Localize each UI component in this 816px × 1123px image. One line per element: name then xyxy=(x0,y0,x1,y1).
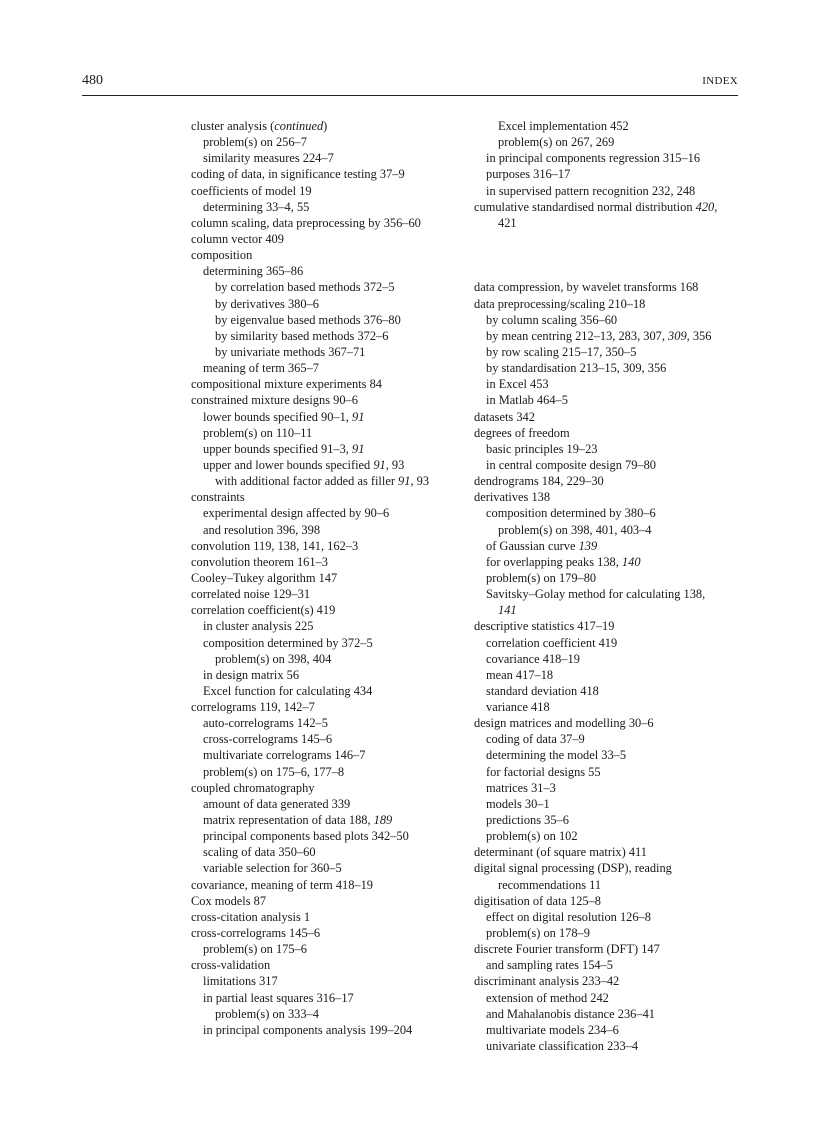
entry-text: and sampling rates 154–5 xyxy=(486,958,613,973)
entry-text: recommendations 11 xyxy=(498,877,602,892)
entry-text: composition determined by 380–6 xyxy=(486,506,656,521)
entry-text: Cooley–Tukey algorithm 147 xyxy=(191,570,338,585)
italic-page-ref: 91 xyxy=(352,409,365,424)
index-subentry xyxy=(474,731,764,747)
entry-text: variable selection for 360–5 xyxy=(203,861,342,876)
page-header xyxy=(82,73,738,95)
entry-text: with additional factor added as filler xyxy=(215,474,399,489)
index-subentry xyxy=(474,183,764,199)
entry-text: , xyxy=(714,199,718,214)
index-subentry xyxy=(191,263,481,279)
header-rule xyxy=(82,95,738,96)
entry-text: cross-validation xyxy=(191,958,271,973)
entry-text: design matrices and modelling 30–6 xyxy=(474,716,654,731)
entry-text: upper bounds specified 91–3, xyxy=(203,441,353,456)
entry-text: correlograms 119, 142–7 xyxy=(191,700,315,715)
italic-page-ref: continued xyxy=(274,119,324,133)
index-subentry xyxy=(191,990,481,1006)
index-subentry xyxy=(474,1022,764,1038)
entry-text: data compression, by wavelet transforms 168 xyxy=(474,280,699,295)
index-subentry xyxy=(191,505,481,521)
index-entry xyxy=(191,247,481,263)
entry-text: univariate classification 233–4 xyxy=(486,1039,639,1054)
entry-text: in Matlab 464–5 xyxy=(486,393,568,408)
index-entry xyxy=(191,909,481,925)
entry-text: auto-correlograms 142–5 xyxy=(203,716,328,731)
index-entry xyxy=(191,893,481,909)
entry-text: determining 33–4, 55 xyxy=(203,199,310,214)
entry-text: problem(s) on 398, 404 xyxy=(215,651,332,666)
index-entry xyxy=(191,570,481,586)
entry-text: problem(s) on 102 xyxy=(486,829,578,844)
entry-text: experimental design affected by 90–6 xyxy=(203,506,390,521)
index-subentry xyxy=(474,635,764,651)
entry-text: datasets 342 xyxy=(474,409,535,424)
index-entry xyxy=(191,957,481,973)
index-entry xyxy=(191,602,481,618)
entry-text: principal components based plots 342–50 xyxy=(203,829,409,844)
page-number: 480 xyxy=(82,73,103,88)
index-subentry xyxy=(474,586,764,602)
index-subentry xyxy=(474,1006,764,1022)
index-subentry xyxy=(191,651,481,667)
index-subentry xyxy=(191,150,481,166)
index-subentry xyxy=(474,1038,764,1054)
entry-text: degrees of freedom xyxy=(474,425,570,440)
index-entry xyxy=(474,296,764,312)
index-subentry xyxy=(474,441,764,457)
index-entry xyxy=(191,166,481,182)
index-subentry xyxy=(191,1006,481,1022)
entry-text: cumulative standardised normal distribution xyxy=(474,199,696,214)
entry-text: in principal components regression 315–16 xyxy=(486,151,701,166)
index-subentry xyxy=(474,215,764,231)
entry-text: limitations 317 xyxy=(203,974,278,989)
entry-text: covariance, meaning of term 418–19 xyxy=(191,877,374,892)
entry-text: similarity measures 224–7 xyxy=(203,151,334,166)
index-entry xyxy=(474,199,764,215)
entry-text: determining 365–86 xyxy=(203,264,304,279)
index-subentry xyxy=(191,844,481,860)
entry-text: convolution theorem 161–3 xyxy=(191,554,328,569)
entry-text: in supervised pattern recognition 232, 248 xyxy=(486,183,696,198)
entry-text: composition xyxy=(191,248,253,263)
entry-text: column vector 409 xyxy=(191,231,284,246)
index-subentry xyxy=(191,683,481,699)
entry-text: ) xyxy=(323,119,328,133)
entry-text: by standardisation 213–15, 309, 356 xyxy=(486,361,667,376)
index-subentry xyxy=(191,328,481,344)
index-subentry xyxy=(474,812,764,828)
entry-text: cross-correlograms 145–6 xyxy=(191,926,321,941)
italic-page-ref: 139 xyxy=(578,538,598,553)
index-entry xyxy=(474,279,764,295)
italic-page-ref: 91 xyxy=(398,474,411,489)
index-subentry xyxy=(474,522,764,538)
index-subentry xyxy=(191,473,481,489)
entry-text: problem(s) on 175–6 xyxy=(203,942,307,957)
index-subentry xyxy=(474,538,764,554)
entry-text: problem(s) on 398, 401, 403–4 xyxy=(498,522,652,537)
entry-text: by correlation based methods 372–5 xyxy=(215,280,395,295)
index-subentry xyxy=(474,554,764,570)
entry-text: data preprocessing/scaling 210–18 xyxy=(474,296,646,311)
index-subentry xyxy=(474,392,764,408)
italic-page-ref: 189 xyxy=(373,813,393,828)
index-subentry xyxy=(191,409,481,425)
index-subentry xyxy=(474,925,764,941)
index-subentry xyxy=(191,941,481,957)
index-subentry xyxy=(474,764,764,780)
entry-text: correlation coefficient(s) 419 xyxy=(191,603,336,618)
entry-text: and Mahalanobis distance 236–41 xyxy=(486,1006,655,1021)
entry-text: coding of data 37–9 xyxy=(486,732,585,747)
italic-page-ref: 420 xyxy=(695,199,715,214)
entry-text: derivatives 138 xyxy=(474,490,551,505)
entry-text: scaling of data 350–60 xyxy=(203,845,316,860)
index-subentry xyxy=(191,344,481,360)
entry-text: predictions 35–6 xyxy=(486,813,569,828)
entry-text: purposes 316–17 xyxy=(486,167,571,182)
index-subentry xyxy=(191,134,481,150)
index-entry xyxy=(474,973,764,989)
index-subentry xyxy=(191,457,481,473)
index-column-right xyxy=(474,118,764,1054)
index-subentry xyxy=(474,747,764,763)
entry-text: problem(s) on 179–80 xyxy=(486,570,597,585)
entry-text: problem(s) on 333–4 xyxy=(215,1006,319,1021)
index-subentry xyxy=(474,150,764,166)
entry-text: multivariate models 234–6 xyxy=(486,1022,619,1037)
index-subentry xyxy=(191,635,481,651)
entry-text: , 93 xyxy=(385,457,405,472)
index-entry xyxy=(474,409,764,425)
index-entry xyxy=(474,941,764,957)
index-entry xyxy=(474,489,764,505)
index-subentry xyxy=(474,602,764,618)
entry-text: in principal components analysis 199–204 xyxy=(203,1022,413,1037)
index-subentry xyxy=(191,667,481,683)
entry-text: convolution 119, 138, 141, 162–3 xyxy=(191,538,359,553)
entry-text: amount of data generated 339 xyxy=(203,796,351,811)
index-subentry xyxy=(474,667,764,683)
index-subentry xyxy=(474,376,764,392)
entry-text: by eigenvalue based methods 376–80 xyxy=(215,312,401,327)
entry-text: for overlapping peaks 138, xyxy=(486,554,622,569)
index-subentry xyxy=(474,328,764,344)
entry-text: cluster analysis ( xyxy=(191,119,275,133)
entry-text: digital signal processing (DSP), reading xyxy=(474,861,672,876)
index-subentry xyxy=(474,990,764,1006)
entry-text: of Gaussian curve xyxy=(486,538,579,553)
entry-text: matrix representation of data 188, xyxy=(203,813,374,828)
entry-text: 421 xyxy=(498,215,517,230)
entry-text: in cluster analysis 225 xyxy=(203,619,314,634)
entry-text: multivariate correlograms 146–7 xyxy=(203,748,366,763)
entry-text: problem(s) on 175–6, 177–8 xyxy=(203,764,345,779)
index-entry xyxy=(191,231,481,247)
index-entry xyxy=(474,844,764,860)
entry-text: meaning of term 365–7 xyxy=(203,361,319,376)
entry-text: by row scaling 215–17, 350–5 xyxy=(486,344,637,359)
entry-text: by column scaling 356–60 xyxy=(486,312,618,327)
entry-text: discrete Fourier transform (DFT) 147 xyxy=(474,942,660,957)
index-entry xyxy=(474,473,764,489)
index-subentry xyxy=(474,909,764,925)
entry-text: coupled chromatography xyxy=(191,780,315,795)
index-subentry xyxy=(474,651,764,667)
index-entry xyxy=(474,715,764,731)
index-subentry xyxy=(191,360,481,376)
entry-text: descriptive statistics 417–19 xyxy=(474,619,615,634)
entry-text: problem(s) on 256–7 xyxy=(203,135,307,150)
index-subentry xyxy=(191,731,481,747)
index-entry xyxy=(191,376,481,392)
index-subentry xyxy=(191,522,481,538)
entry-text: standard deviation 418 xyxy=(486,683,599,698)
entry-text: constraints xyxy=(191,490,245,505)
entry-text: covariance 418–19 xyxy=(486,651,580,666)
index-subentry xyxy=(474,360,764,376)
entry-text: constrained mixture designs 90–6 xyxy=(191,393,358,408)
index-entry xyxy=(191,586,481,602)
index-subentry xyxy=(191,425,481,441)
entry-text: cross-citation analysis 1 xyxy=(191,909,311,924)
index-subentry xyxy=(191,1022,481,1038)
index-entry xyxy=(191,780,481,796)
index-subentry xyxy=(474,134,764,150)
index-subentry xyxy=(474,505,764,521)
index-entry xyxy=(474,425,764,441)
entry-text: dendrograms 184, 229–30 xyxy=(474,474,604,489)
entry-text: problem(s) on 178–9 xyxy=(486,926,590,941)
index-subentry xyxy=(474,699,764,715)
index-subentry xyxy=(191,296,481,312)
index-entry xyxy=(191,538,481,554)
index-spacer xyxy=(474,247,764,263)
index-subentry xyxy=(474,683,764,699)
index-subentry xyxy=(191,441,481,457)
entry-text: for factorial designs 55 xyxy=(486,764,601,779)
index-subentry xyxy=(191,796,481,812)
index-subentry xyxy=(191,715,481,731)
index-subentry xyxy=(191,279,481,295)
entry-text: variance 418 xyxy=(486,700,550,715)
entry-text: models 30–1 xyxy=(486,796,550,811)
index-subentry xyxy=(191,828,481,844)
italic-page-ref: 91 xyxy=(352,441,365,456)
entry-text: problem(s) on 110–11 xyxy=(203,425,313,440)
index-subentry xyxy=(474,828,764,844)
entry-text: problem(s) on 267, 269 xyxy=(498,135,615,150)
entry-text: Excel implementation 452 xyxy=(498,119,629,133)
entry-text: upper and lower bounds specified xyxy=(203,457,374,472)
index-spacer xyxy=(474,263,764,279)
entry-text: matrices 31–3 xyxy=(486,780,556,795)
index-subentry xyxy=(474,570,764,586)
index-column-left xyxy=(191,118,481,1038)
entry-text: coding of data, in significance testing 37–9 xyxy=(191,167,405,182)
index-entry xyxy=(191,699,481,715)
index-entry xyxy=(191,489,481,505)
index-entry xyxy=(191,877,481,893)
entry-text: extension of method 242 xyxy=(486,990,609,1005)
index-subentry xyxy=(191,747,481,763)
index-spacer xyxy=(474,231,764,247)
index-subentry xyxy=(474,166,764,182)
index-entry xyxy=(191,925,481,941)
entry-text: correlation coefficient 419 xyxy=(486,635,618,650)
entry-text: in central composite design 79–80 xyxy=(486,457,656,472)
index-subentry xyxy=(474,312,764,328)
index-entry xyxy=(191,118,481,134)
italic-page-ref: 141 xyxy=(498,603,517,618)
entry-text: coefficients of model 19 xyxy=(191,183,312,198)
index-subentry xyxy=(191,618,481,634)
italic-page-ref: 91 xyxy=(373,457,386,472)
entry-text: in design matrix 56 xyxy=(203,667,300,682)
index-subentry xyxy=(191,860,481,876)
entry-text: in Excel 453 xyxy=(486,377,549,392)
index-subentry xyxy=(474,344,764,360)
entry-text: column scaling, data preprocessing by 356–60 xyxy=(191,215,421,230)
entry-text: compositional mixture experiments 84 xyxy=(191,377,382,392)
entry-text: basic principles 19–23 xyxy=(486,441,598,456)
entry-text: discriminant analysis 233–42 xyxy=(474,974,620,989)
index-subentry xyxy=(191,764,481,780)
index-subentry xyxy=(474,957,764,973)
index-entry xyxy=(474,618,764,634)
index-entry xyxy=(474,893,764,909)
index-entry xyxy=(191,554,481,570)
entry-text: Excel function for calculating 434 xyxy=(203,683,373,698)
index-subentry xyxy=(474,780,764,796)
index-entry xyxy=(191,215,481,231)
index-entry xyxy=(191,183,481,199)
entry-text: mean 417–18 xyxy=(486,667,554,682)
index-entry xyxy=(474,860,764,876)
italic-page-ref: 309 xyxy=(668,328,687,343)
index-subentry xyxy=(474,457,764,473)
entry-text: by derivatives 380–6 xyxy=(215,296,319,311)
index-subentry xyxy=(474,796,764,812)
index-subentry xyxy=(474,118,764,134)
entry-text: , 356 xyxy=(686,328,712,343)
entry-text: lower bounds specified 90–1, xyxy=(203,409,353,424)
entry-text: determinant (of square matrix) 411 xyxy=(474,845,647,860)
running-head: INDEX xyxy=(702,75,738,87)
index-subentry xyxy=(191,312,481,328)
index-entry xyxy=(191,392,481,408)
index-subentry xyxy=(474,877,764,893)
entry-text: by mean centring 212–13, 283, 307, xyxy=(486,328,669,343)
index-subentry xyxy=(191,812,481,828)
entry-text: and resolution 396, 398 xyxy=(203,522,321,537)
index-subentry xyxy=(191,973,481,989)
entry-text: composition determined by 372–5 xyxy=(203,635,373,650)
entry-text: , 93 xyxy=(410,474,430,489)
entry-text: by similarity based methods 372–6 xyxy=(215,328,389,343)
entry-text: correlated noise 129–31 xyxy=(191,587,311,602)
entry-text: digitisation of data 125–8 xyxy=(474,893,601,908)
index-subentry xyxy=(191,199,481,215)
entry-text: by univariate methods 367–71 xyxy=(215,344,366,359)
entry-text: determining the model 33–5 xyxy=(486,748,627,763)
entry-text: Savitsky–Golay method for calculating 138, xyxy=(486,587,706,602)
entry-text: Cox models 87 xyxy=(191,893,267,908)
entry-text: in partial least squares 316–17 xyxy=(203,990,354,1005)
entry-text: cross-correlograms 145–6 xyxy=(203,732,333,747)
italic-page-ref: 140 xyxy=(621,554,641,569)
entry-text: effect on digital resolution 126–8 xyxy=(486,909,651,924)
